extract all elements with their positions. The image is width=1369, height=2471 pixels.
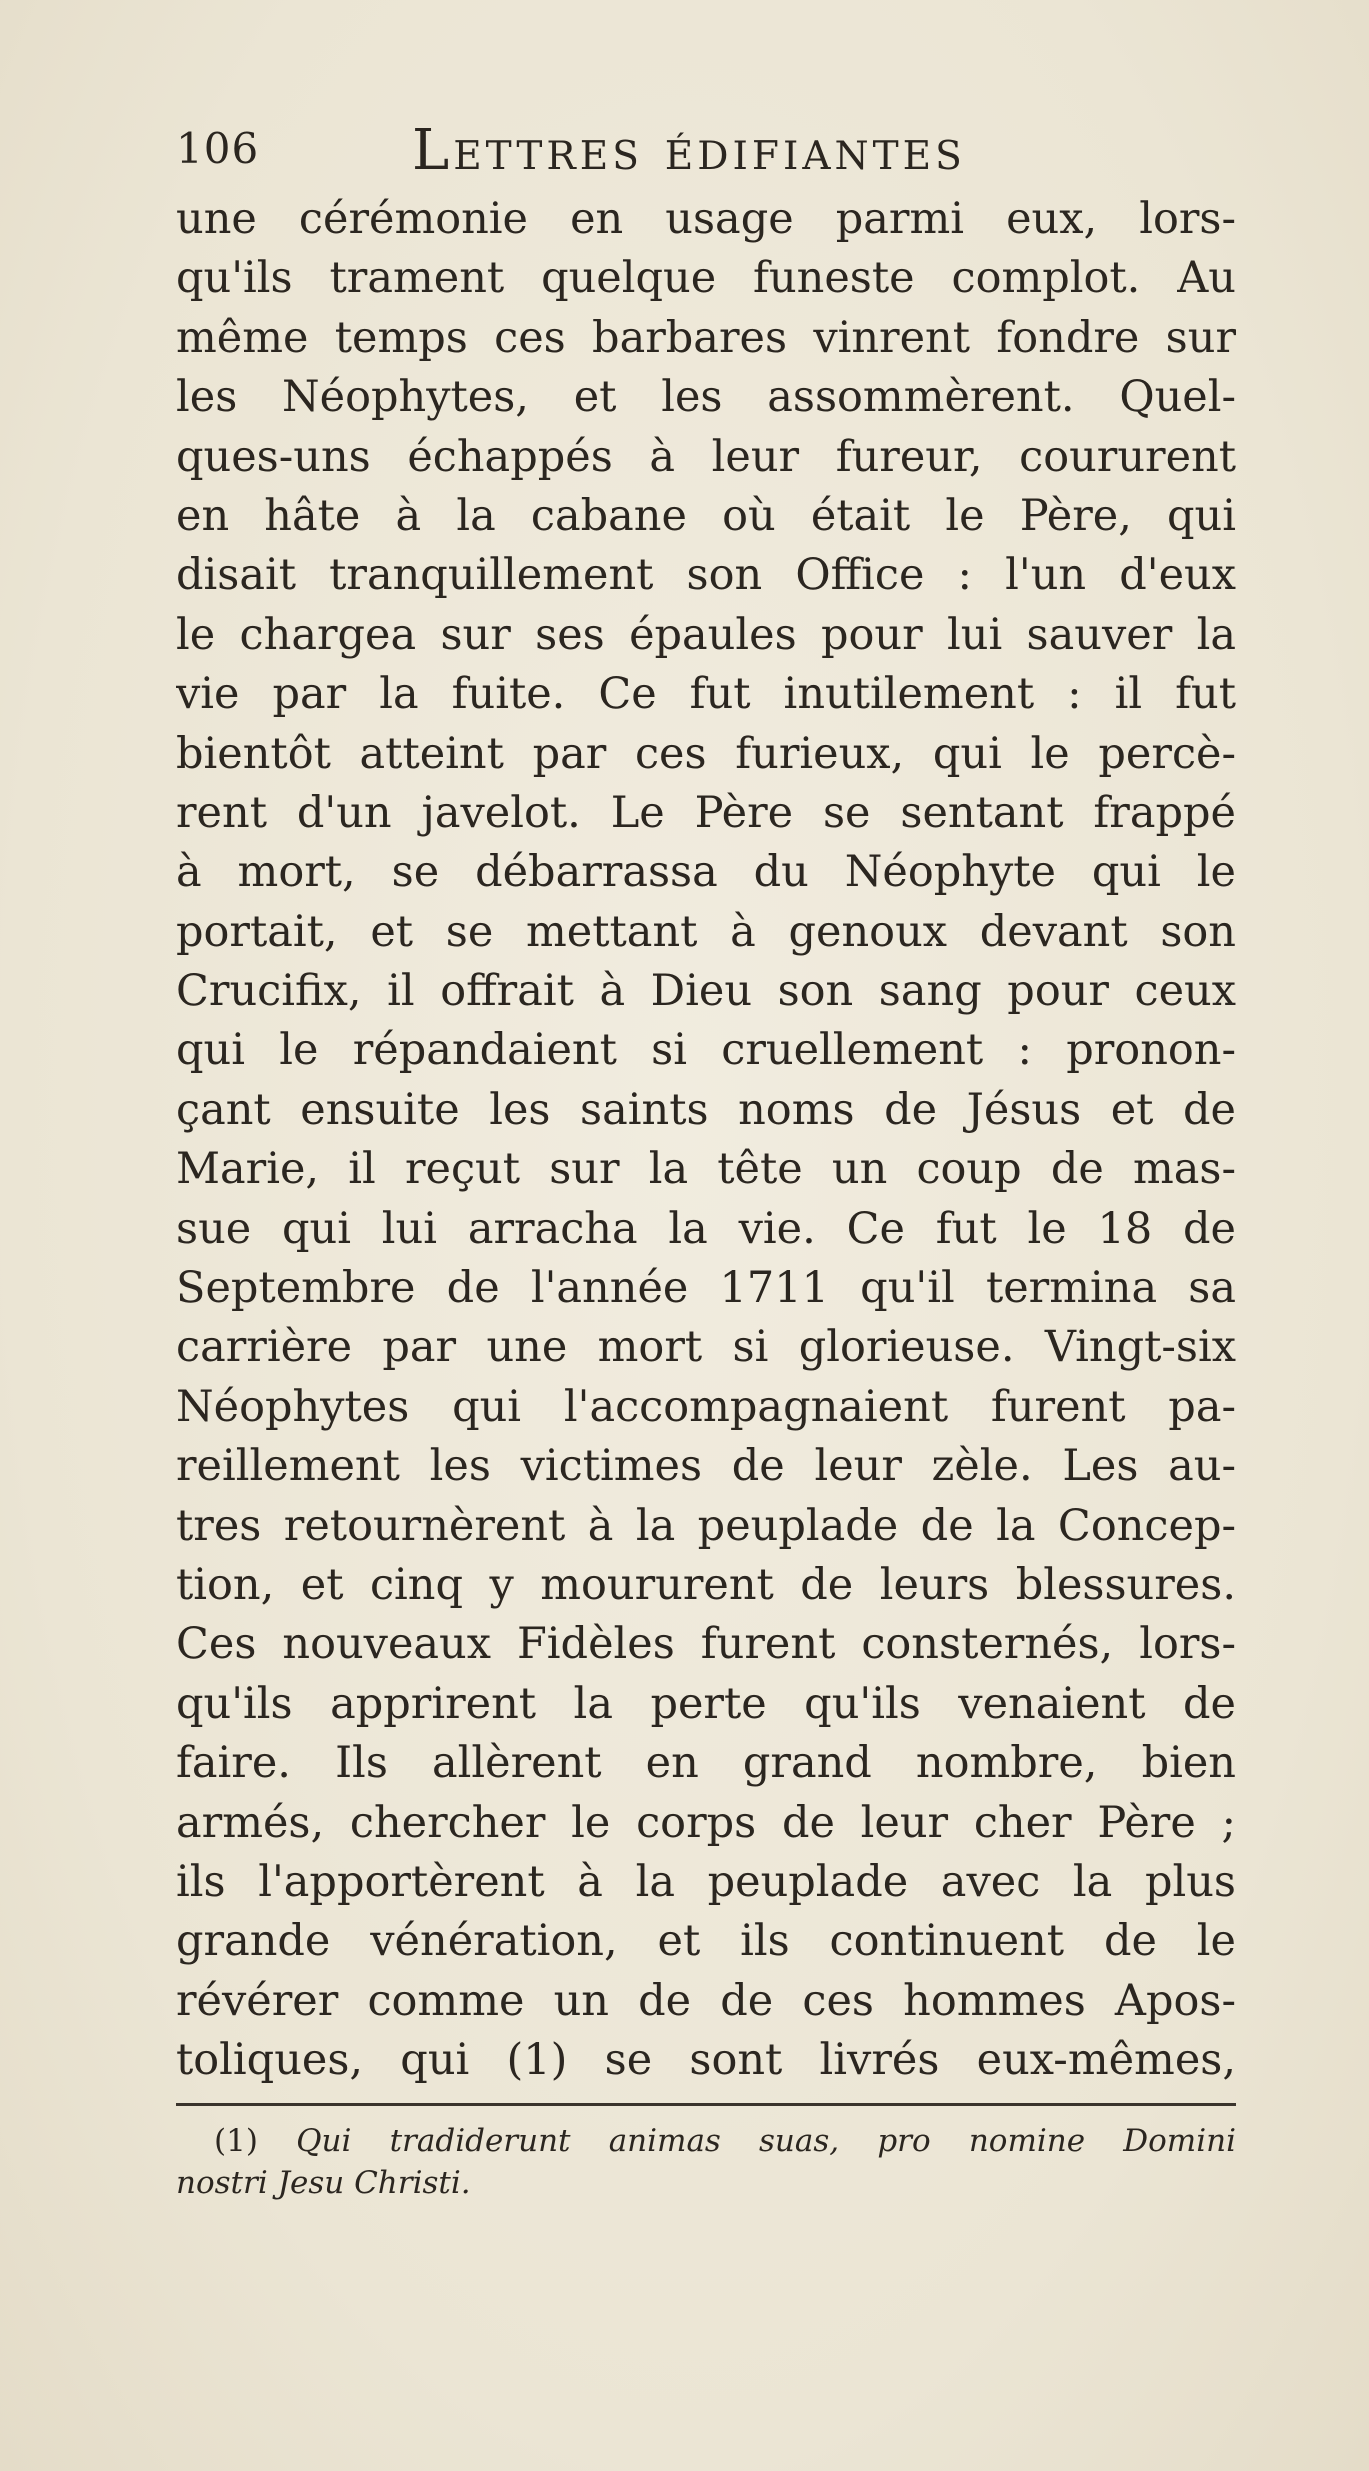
- footnote-line: [176, 2120, 1236, 2162]
- text-line: ils l'apportèrent à la peuplade avec la plus: [176, 1856, 1236, 1907]
- text-line: faire. Ils allèrent en grand nombre, bien: [176, 1738, 1236, 1789]
- text-line: Ces nouveaux Fidèles furent consternés, lors-: [176, 1619, 1236, 1670]
- footnote-marker: (1): [214, 2123, 258, 2159]
- text-line: reillement les victimes de leur zèle. Les au-: [176, 1441, 1236, 1492]
- text-line: Crucifix, il offrait à Dieu son sang pour ceux: [176, 966, 1236, 1017]
- text-line: disait tranquillement son Office : l'un d'eux: [176, 550, 1236, 601]
- text-line: qu'ils trament quelque funeste complot. Au: [176, 253, 1236, 304]
- body-text: [176, 190, 1236, 2091]
- text-line: Marie, il reçut sur la tête un coup de mas-: [176, 1144, 1236, 1195]
- text-line: portait, et se mettant à genoux devant son: [176, 906, 1236, 957]
- text-line: armés, chercher le corps de leur cher Père ;: [176, 1797, 1236, 1848]
- running-title: Lettres édifiantes: [412, 118, 966, 183]
- text-line: les Néophytes, et les assommèrent. Quel-: [176, 372, 1236, 423]
- page-header: [176, 118, 1236, 188]
- text-line: vie par la fuite. Ce fut inutilement : il fut: [176, 669, 1236, 720]
- text-line: qu'ils apprirent la perte qu'ils venaient de: [176, 1678, 1236, 1729]
- text-line: même temps ces barbares vinrent fondre sur: [176, 312, 1236, 363]
- text-line: le chargea sur ses épaules pour lui sauver la: [176, 609, 1236, 660]
- text-line: tion, et cinq y moururent de leurs blessures.: [176, 1559, 1236, 1610]
- text-line: rent d'un javelot. Le Père se sentant frappé: [176, 787, 1236, 838]
- text-line: une cérémonie en usage parmi eux, lors-: [176, 194, 1236, 244]
- text-line: carrière par une mort si glorieuse. Vingt-six: [176, 1322, 1236, 1373]
- text-line: qui le répandaient si cruellement : pronon-: [176, 1025, 1236, 1076]
- footnote-rule: [176, 2103, 1236, 2106]
- text-line: bientôt atteint par ces furieux, qui le percè-: [176, 728, 1236, 779]
- text-line: Néophytes qui l'accompagnaient furent pa-: [176, 1381, 1236, 1432]
- footnote: [176, 2120, 1236, 2204]
- text-line: sue qui lui arracha la vie. Ce fut le 18 de: [176, 1203, 1236, 1254]
- text-line: Septembre de l'année 1711 qu'il termina sa: [176, 1263, 1236, 1314]
- page-number: 106: [176, 124, 260, 173]
- text-line: en hâte à la cabane où était le Père, qui: [176, 490, 1236, 541]
- text-line: ques-uns échappés à leur fureur, coururent: [176, 431, 1236, 482]
- text-line: révérer comme un de de ces hommes Apos-: [176, 1975, 1236, 2026]
- text-line: grande vénération, et ils continuent de le: [176, 1916, 1236, 1967]
- text-line: tres retournèrent à la peuplade de la Concep-: [176, 1500, 1236, 1551]
- text-line: çant ensuite les saints noms de Jésus et de: [176, 1084, 1236, 1135]
- footnote-text: Qui tradiderunt animas suas, pro nomine Domini: [296, 2123, 1236, 2159]
- text-line: toliques, qui (1) se sont livrés eux-mêmes,: [176, 2035, 1236, 2086]
- footnote-line: nostri Jesu Christi.: [176, 2165, 471, 2201]
- text-line: à mort, se débarrassa du Néophyte qui le: [176, 847, 1236, 898]
